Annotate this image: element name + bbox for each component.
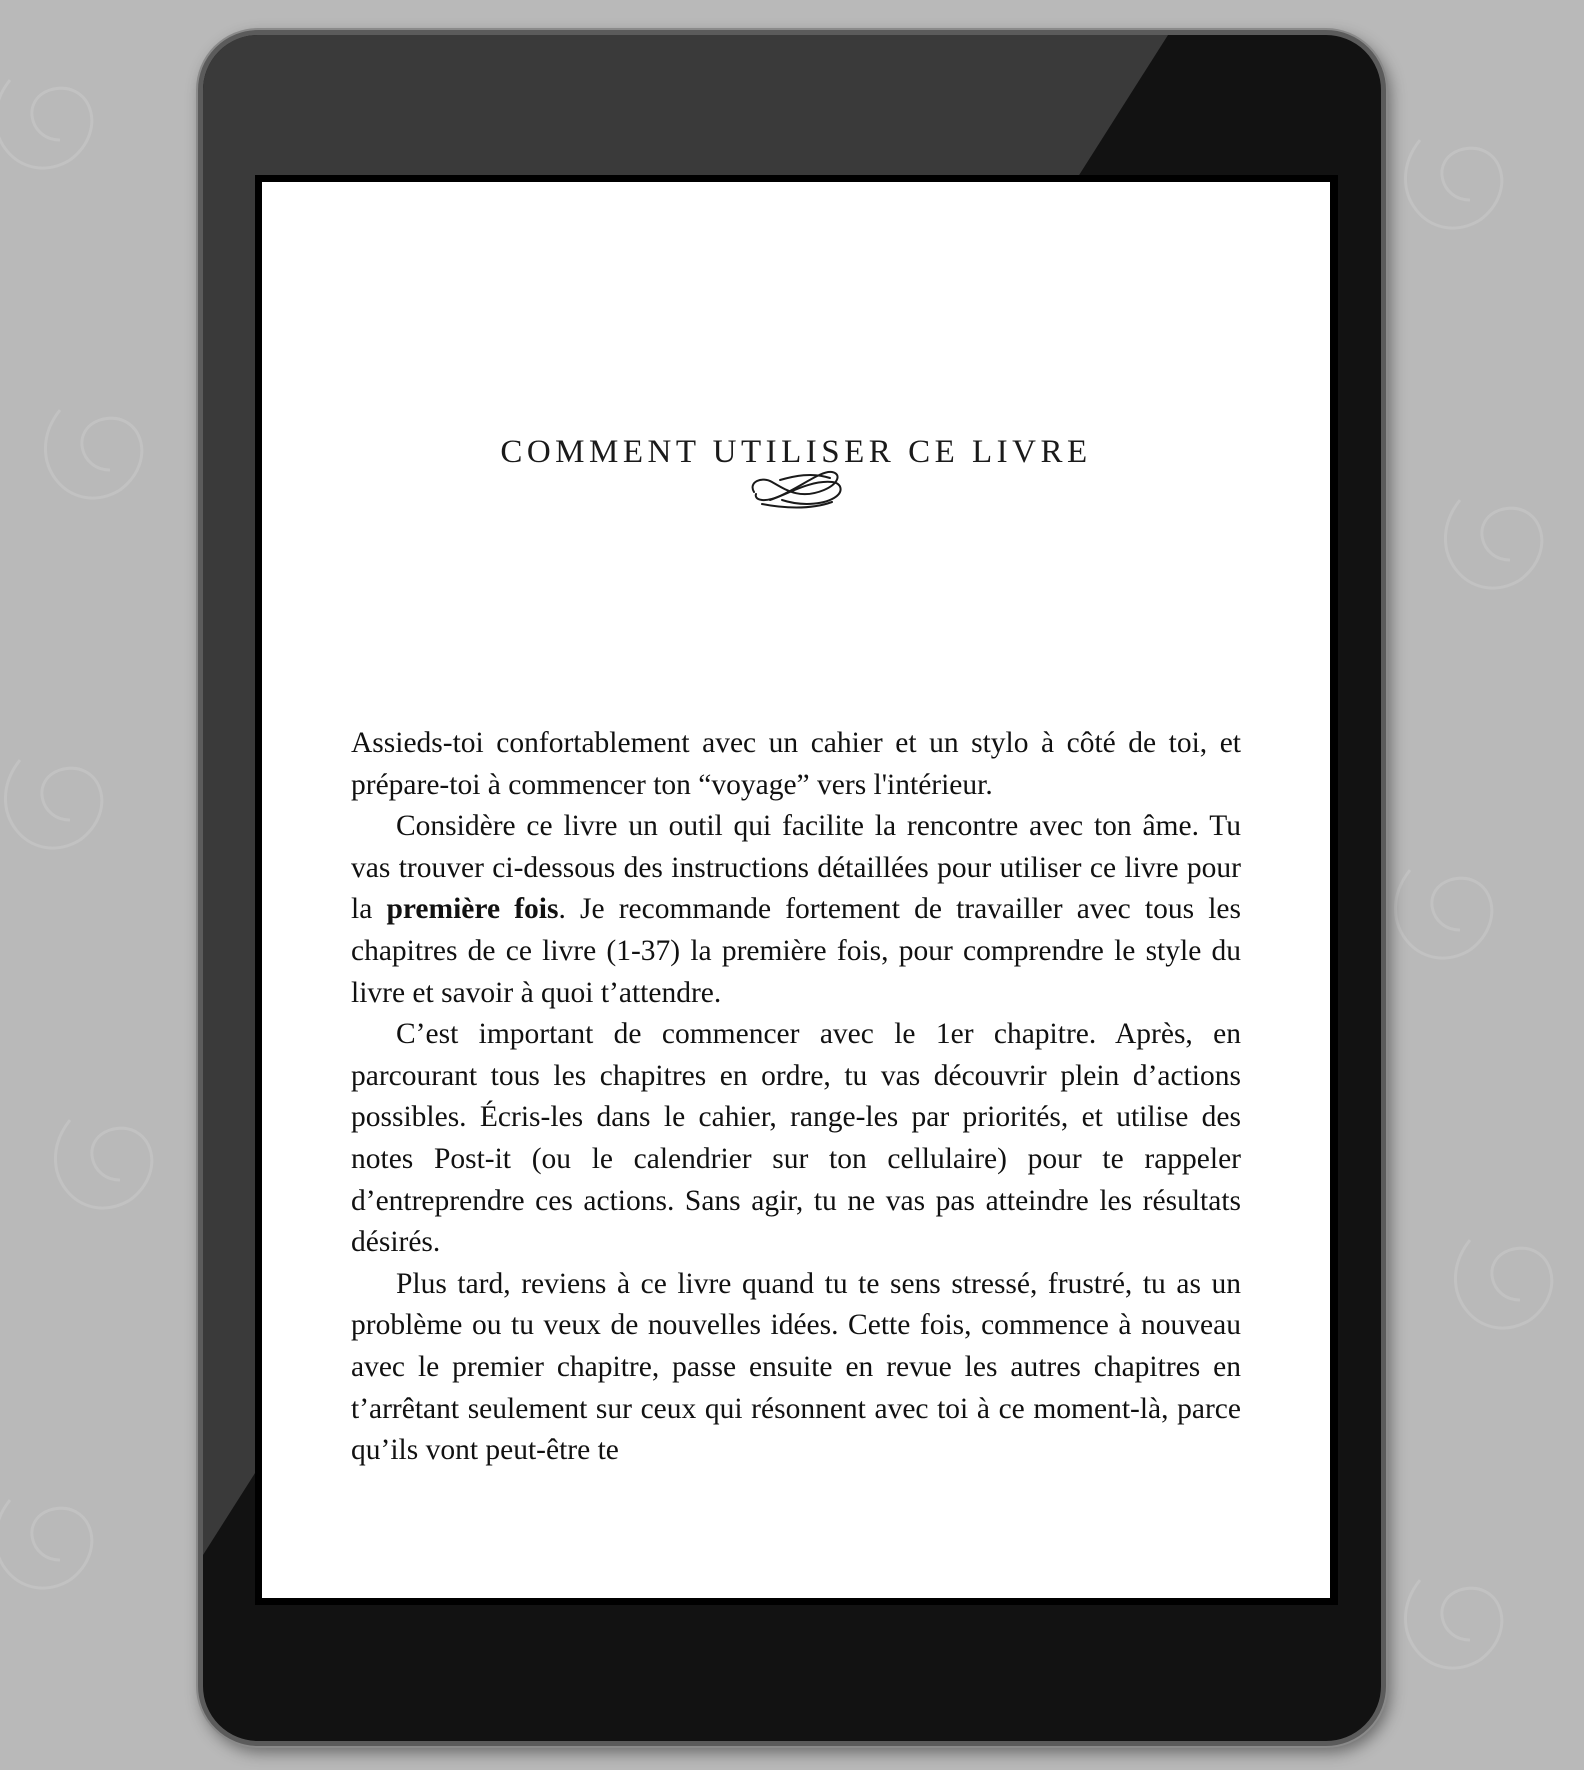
paragraph-2-end: . Je recommande fortement de travailler avec tous les chapitres de ce livre (1-37) la première fois, pour comprendre le style du livre et savoir à quoi t’attendre. xyxy=(351,893,1241,1009)
ebook-page[interactable] xyxy=(262,182,1330,1598)
paragraph-4: Plus tard, reviens à ce livre quand tu te sens stressé, frustré, tu as un problème ou tu veux de nouvelles idées. Cette fois, commence à nouveau avec le premier chapitre, passe ensuite en revue les autres chapitres en t’arrêtant seulement sur ceux qui résonnent avec toi à ce moment-là, parce qu’ils vont peut-être te xyxy=(351,1267,1241,1467)
emphasis-first-time: première fois xyxy=(386,893,559,926)
chapter-body-text xyxy=(351,723,1241,1472)
paragraph-2 xyxy=(351,806,1241,1014)
paragraph-1: Assieds-toi confortablement avec un cahier et un stylo à côté de toi, et prépare-toi à commencer ton “voyage” vers l'intérieur. xyxy=(351,727,1241,801)
paragraph-3: C’est important de commencer avec le 1er chapitre. Après, en parcourant tous les chapitres en ordre, tu vas découvrir plein d’actions possibles. Écris-les dans le cahier, range-les par priorités, et utilise des notes Post-it (ou le calendrier sur ton cellulaire) pour te rappeler d’entreprendre ces actions. Sans agir, tu ne vas pas atteindre les résultats désirés. xyxy=(351,1018,1241,1259)
chapter-title: COMMENT UTILISER CE LIVRE xyxy=(500,434,1092,470)
flourish-ornament-icon xyxy=(740,466,852,514)
paragraph-2-start: Considère ce livre un outil qui facilite la rencontre avec ton âme. Tu vas trouver ci-dessous des instructions détaillées pour utiliser ce livre pour la xyxy=(351,810,1241,926)
ereader-device xyxy=(198,30,1386,1746)
